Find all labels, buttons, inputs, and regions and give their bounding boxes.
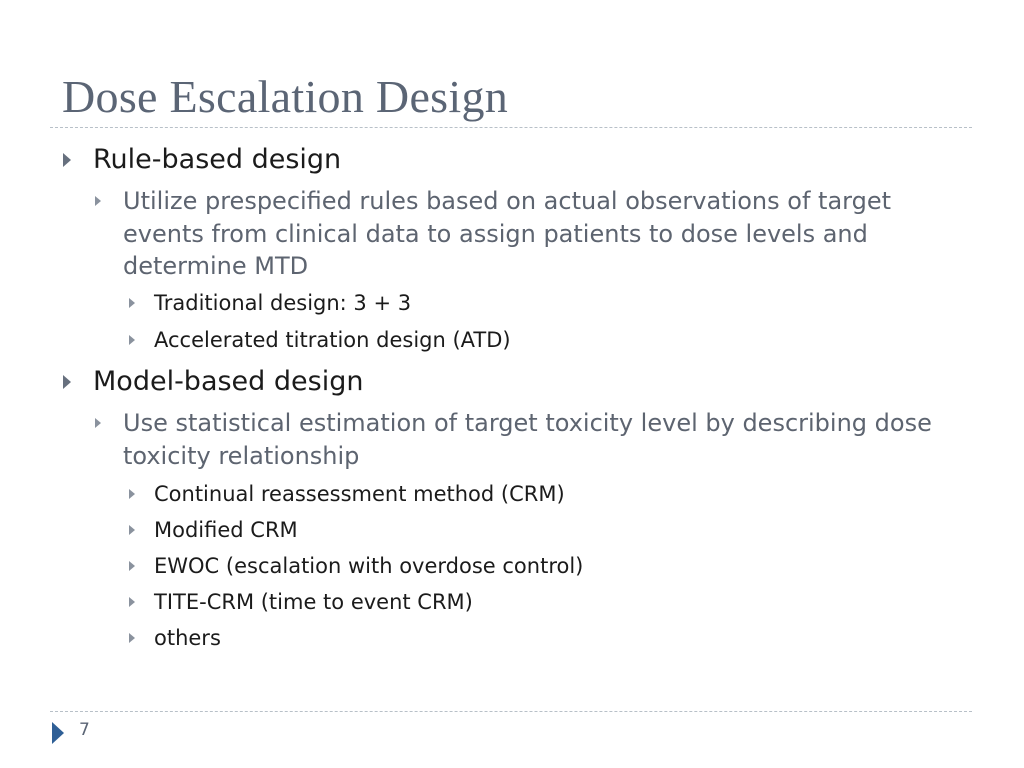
bullet-triangle-icon	[129, 335, 135, 345]
bullet-description: Use statistical estimation of target toxicity level by describing dose toxicity relationship	[123, 409, 932, 470]
bullet-triangle-icon	[129, 561, 135, 571]
bullet-triangle-icon	[129, 298, 135, 308]
bullet-example: Continual reassessment method (CRM)	[154, 482, 565, 506]
slide-title: Dose Escalation Design	[62, 71, 509, 122]
bullet-example: TITE-CRM (time to event CRM)	[154, 590, 473, 614]
bullet-triangle-icon	[129, 633, 135, 643]
bullet-triangle-icon	[129, 525, 135, 535]
bullet-example: EWOC (escalation with overdose control)	[154, 554, 584, 578]
bullet-model-example	[129, 481, 565, 507]
bullet-model-example	[129, 589, 473, 615]
bullet-triangle-icon	[129, 597, 135, 607]
bullet-rule-example	[129, 327, 511, 353]
page-number: 7	[79, 720, 90, 740]
bullet-model-based	[63, 366, 363, 398]
bullet-rule-example	[129, 290, 411, 316]
bullet-model-example	[129, 625, 221, 651]
footer-divider	[50, 711, 972, 712]
bullet-model-example	[129, 553, 583, 579]
bullet-example: Accelerated titration design (ATD)	[154, 328, 511, 352]
bullet-triangle-icon	[129, 489, 135, 499]
bullet-triangle-icon	[95, 196, 101, 206]
bullet-triangle-icon	[63, 375, 71, 389]
bullet-heading: Model-based design	[93, 366, 364, 397]
bullet-triangle-icon	[95, 418, 101, 428]
bullet-example: others	[154, 626, 221, 650]
bullet-heading: Rule-based design	[93, 144, 342, 175]
bullet-model-based-description	[95, 407, 945, 472]
bullet-triangle-icon	[63, 153, 71, 167]
bullet-rule-based	[63, 144, 341, 176]
footer-triangle-icon	[52, 722, 64, 744]
bullet-example: Traditional design: 3 + 3	[154, 291, 412, 315]
bullet-example: Modified CRM	[154, 518, 298, 542]
title-divider	[50, 127, 972, 128]
bullet-rule-based-description	[95, 185, 945, 283]
bullet-model-example	[129, 517, 298, 543]
bullet-description: Utilize prespecified rules based on actual observations of target events from clinical data to assign patients to dose levels and determine MTD	[123, 187, 891, 280]
